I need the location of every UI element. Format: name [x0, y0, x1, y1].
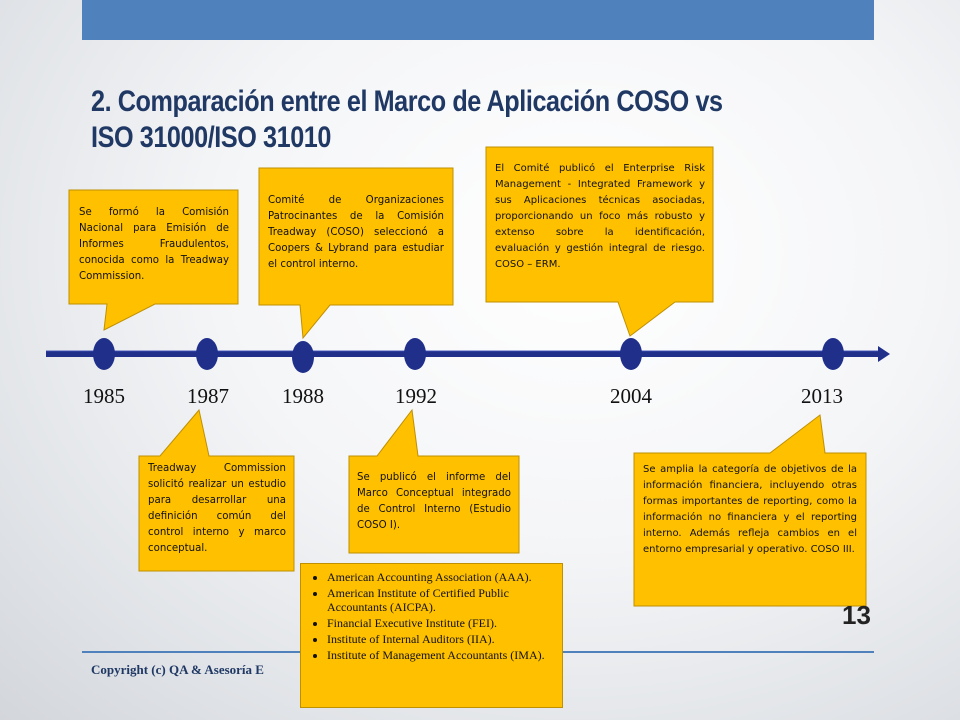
page-number: 13 — [842, 600, 871, 630]
timeline-marker-1985 — [93, 338, 115, 370]
callout-1992-text: Se publicó el informe del Marco Conceptual integrado de Control Interno (Estudio COSO I). — [357, 472, 511, 531]
title-line-1: 2. Comparación entre el Marco de Aplicación COSO vs — [91, 85, 723, 118]
year-label-1985: 1985 — [83, 384, 125, 408]
timeline-marker-2013 — [822, 338, 844, 370]
title-line-2: ISO 31000/ISO 31010 — [91, 121, 332, 154]
callout-1985-text: Se formó la Comisión Nacional para Emisión de Informes Fraudulentos, conocida como la Treadway Commission. — [79, 207, 229, 282]
copyright-text: Copyright (c) QA & Asesoría E — [91, 662, 264, 677]
year-label-1987: 1987 — [187, 384, 229, 408]
sponsor-item: • Financial Executive Institute (FEI). — [327, 616, 554, 630]
callout-2013-text: Se amplia la categoría de objetivos de la información financiera, incluyendo otras formas importantes de reporting, como la información no financiera y el reporting interno. Además refleja cambios en el entorno empresarial y operativo. COSO III. — [643, 464, 857, 555]
timeline-marker-1992 — [404, 338, 426, 370]
timeline-arrowhead — [878, 346, 890, 362]
year-label-2013: 2013 — [801, 384, 843, 408]
callout-1987-text: Treadway Commission solicitó realizar un estudio para desarrollar una definición común del control interno y marco conceptual. — [148, 463, 286, 554]
sponsor-item: • Institute of Management Accountants (IMA). — [327, 648, 554, 662]
callout-1988-text: Comité de Organizaciones Patrocinantes de la Comisión Treadway (COSO) seleccionó a Coopers & Lybrand para estudiar el control interno. — [268, 195, 444, 270]
timeline-marker-1987 — [196, 338, 218, 370]
sponsors-list — [311, 570, 554, 662]
year-label-1992: 1992 — [395, 384, 437, 408]
timeline-marker-1988 — [292, 341, 314, 373]
sponsor-item: • American Accounting Association (AAA). — [327, 570, 554, 584]
sponsors-box — [300, 563, 563, 708]
sponsor-item: • Institute of Internal Auditors (IIA). — [327, 632, 554, 646]
year-label-2004: 2004 — [610, 384, 652, 408]
sponsor-item: • American Institute of Certified Public Accountants (AICPA). — [327, 586, 554, 614]
year-label-1988: 1988 — [282, 384, 324, 408]
callout-2004-text: El Comité publicó el Enterprise Risk Management - Integrated Framework y sus Aplicaciones técnicas asociadas, proporcionando un foco más robusto y extenso sobre la identificación, evaluación y gestión integral de riesgo. COSO – ERM. — [495, 163, 705, 270]
timeline-marker-2004 — [620, 338, 642, 370]
